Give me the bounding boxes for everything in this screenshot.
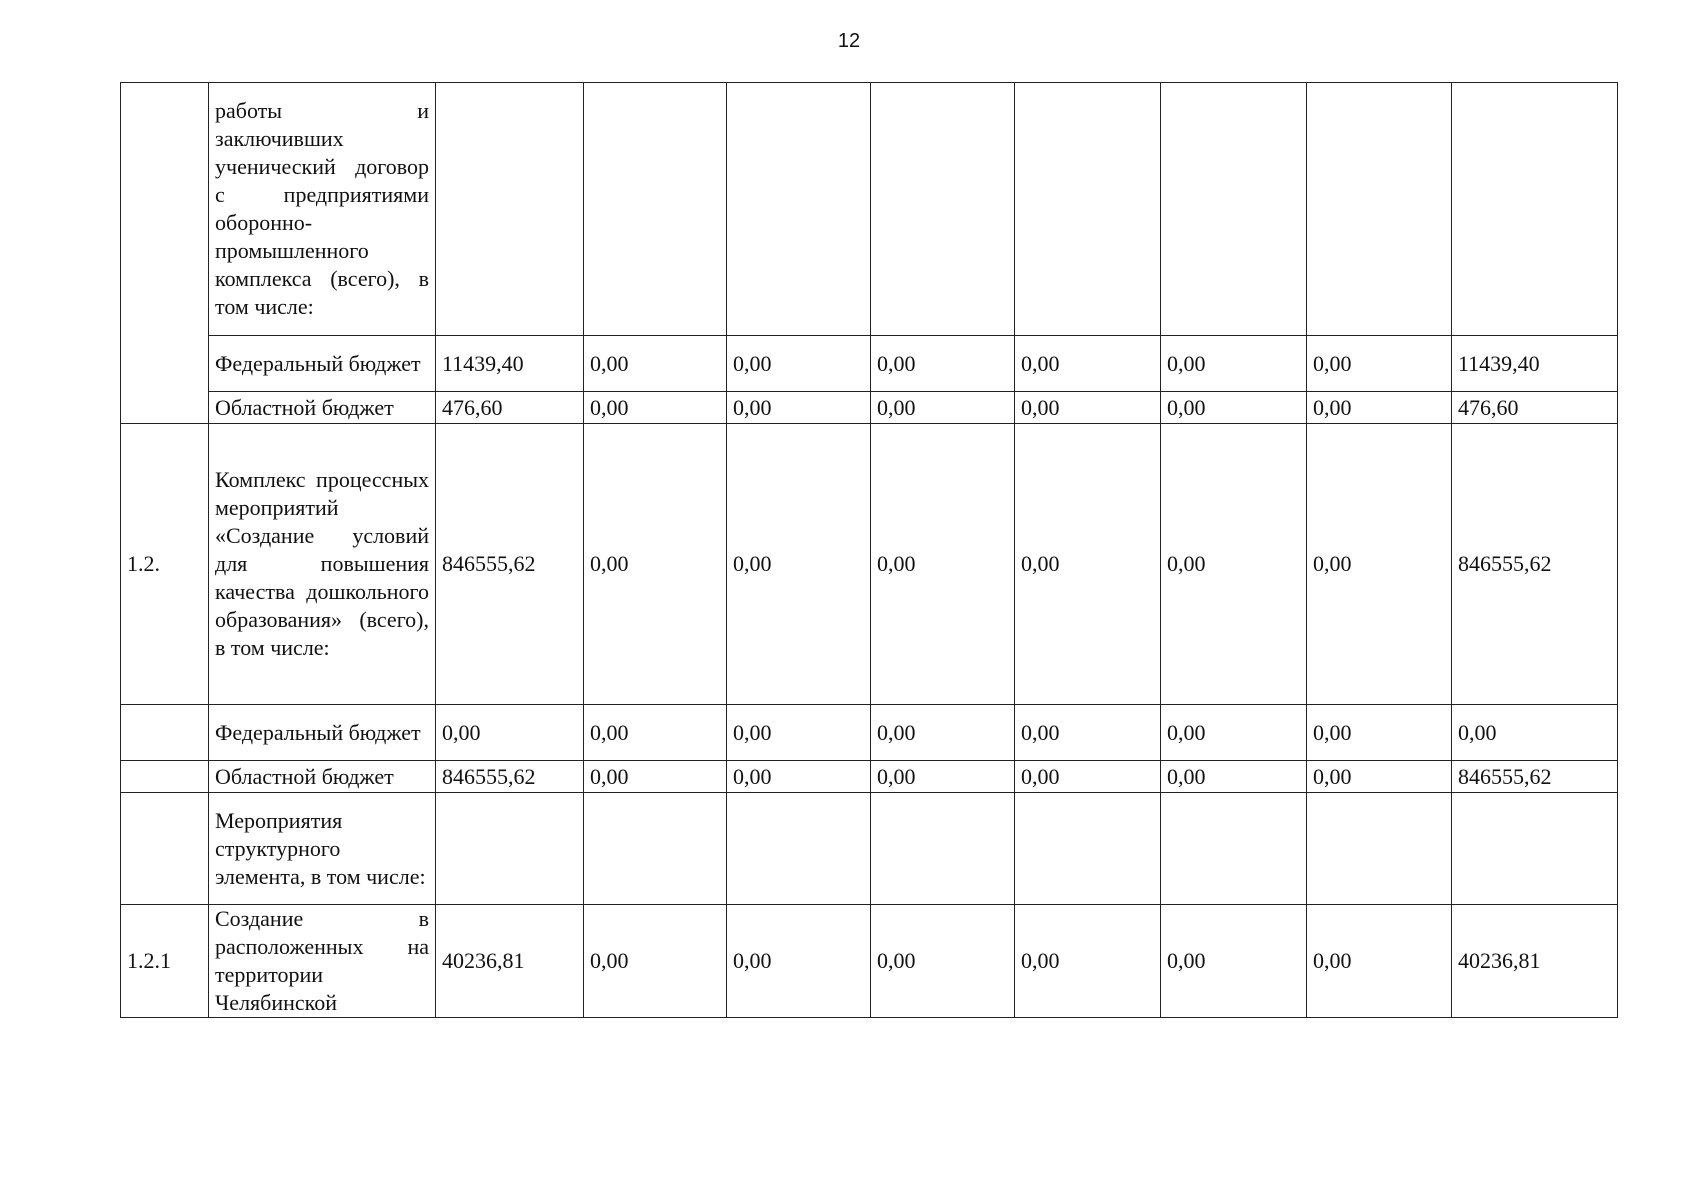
value-cell: 0,00 (1015, 424, 1161, 705)
value-cell: 476,60 (1452, 392, 1618, 424)
value-cell: 0,00 (584, 761, 727, 793)
value-cell (1015, 793, 1161, 905)
value-cell: 0,00 (871, 905, 1015, 1018)
row-description: Областной бюджет (209, 761, 436, 793)
value-cell (1452, 83, 1618, 336)
table-row (121, 336, 1618, 392)
value-cell (1161, 83, 1307, 336)
value-cell (1307, 83, 1452, 336)
table-row (121, 793, 1618, 905)
table-row (121, 392, 1618, 424)
value-cell: 0,00 (1307, 905, 1452, 1018)
value-cell: 0,00 (871, 424, 1015, 705)
value-cell: 0,00 (727, 424, 871, 705)
value-cell: 0,00 (584, 905, 727, 1018)
row-description: Мероприятия структурного элемента, в том числе: (209, 793, 436, 905)
row-description: Комплекс процессных мероприятий «Создание условий для повышения качества дошкольного образования» (всего), в том числе: (209, 424, 436, 705)
table-row (121, 424, 1618, 705)
value-cell: 0,00 (727, 705, 871, 761)
value-cell: 0,00 (1161, 905, 1307, 1018)
value-cell: 0,00 (727, 761, 871, 793)
value-cell: 0,00 (871, 336, 1015, 392)
value-cell (584, 83, 727, 336)
value-cell: 0,00 (1015, 392, 1161, 424)
row-description: Федеральный бюджет (209, 705, 436, 761)
value-cell: 846555,62 (436, 761, 584, 793)
value-cell: 0,00 (1161, 705, 1307, 761)
value-cell: 0,00 (871, 761, 1015, 793)
row-code-cell: 1.2. (121, 424, 209, 705)
row-code-cell (121, 793, 209, 905)
value-cell: 0,00 (1161, 336, 1307, 392)
value-cell: 0,00 (727, 905, 871, 1018)
value-cell (436, 793, 584, 905)
value-cell: 0,00 (1307, 424, 1452, 705)
row-code-cell (121, 761, 209, 793)
value-cell: 0,00 (584, 705, 727, 761)
value-cell (1307, 793, 1452, 905)
value-cell (1452, 793, 1618, 905)
page-number: 12 (837, 30, 861, 52)
value-cell: 0,00 (584, 336, 727, 392)
value-cell: 846555,62 (1452, 761, 1618, 793)
row-description: работы и заключивших ученический договор с предприятиями оборонно-промышленного комплекса (всего), в том числе: (209, 83, 436, 336)
value-cell: 11439,40 (1452, 336, 1618, 392)
row-code-cell (121, 83, 209, 424)
value-cell: 0,00 (1307, 392, 1452, 424)
value-cell: 0,00 (1161, 761, 1307, 793)
value-cell: 0,00 (584, 392, 727, 424)
value-cell: 0,00 (1015, 336, 1161, 392)
row-code-cell: 1.2.1 (121, 905, 209, 1018)
value-cell (584, 793, 727, 905)
value-cell (1161, 793, 1307, 905)
value-cell: 0,00 (871, 705, 1015, 761)
value-cell: 0,00 (584, 424, 727, 705)
row-description: Создание в расположенных на территории Челябинской (209, 905, 436, 1018)
value-cell: 0,00 (1307, 761, 1452, 793)
row-description: Федеральный бюджет (209, 336, 436, 392)
value-cell: 0,00 (727, 392, 871, 424)
value-cell: 0,00 (1015, 705, 1161, 761)
table-row (121, 705, 1618, 761)
value-cell (727, 83, 871, 336)
row-code-cell (121, 705, 209, 761)
value-cell: 0,00 (1307, 336, 1452, 392)
value-cell: 0,00 (1452, 705, 1618, 761)
value-cell: 0,00 (1307, 705, 1452, 761)
value-cell: 11439,40 (436, 336, 584, 392)
value-cell: 40236,81 (436, 905, 584, 1018)
budget-table (120, 82, 1618, 1018)
value-cell: 0,00 (1015, 761, 1161, 793)
table-row (121, 83, 1618, 336)
value-cell: 0,00 (436, 705, 584, 761)
value-cell (436, 83, 584, 336)
value-cell (727, 793, 871, 905)
value-cell: 846555,62 (436, 424, 584, 705)
value-cell: 0,00 (1015, 905, 1161, 1018)
value-cell: 0,00 (871, 392, 1015, 424)
value-cell: 846555,62 (1452, 424, 1618, 705)
value-cell: 476,60 (436, 392, 584, 424)
row-description: Областной бюджет (209, 392, 436, 424)
table-row (121, 761, 1618, 793)
value-cell: 0,00 (1161, 424, 1307, 705)
value-cell (1015, 83, 1161, 336)
value-cell: 0,00 (727, 336, 871, 392)
value-cell (871, 793, 1015, 905)
table-row (121, 905, 1618, 1018)
value-cell: 40236,81 (1452, 905, 1618, 1018)
value-cell (871, 83, 1015, 336)
value-cell: 0,00 (1161, 392, 1307, 424)
